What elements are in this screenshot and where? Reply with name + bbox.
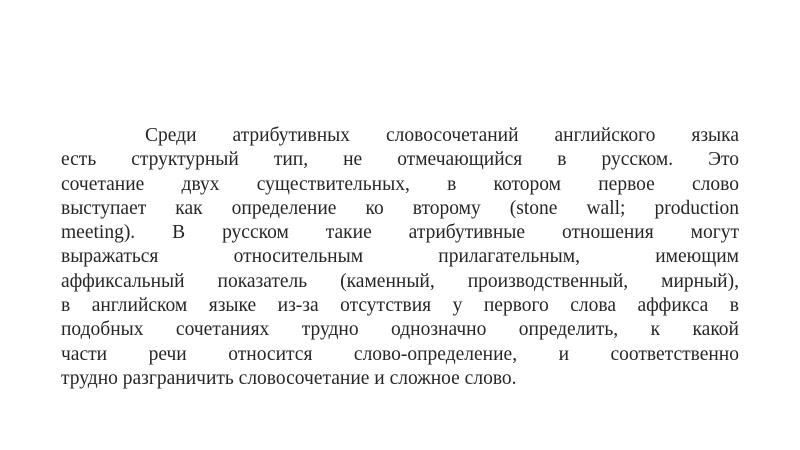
paragraph-line-2: есть структурный тип, не отмечающийся в русском. Это — [61, 149, 739, 171]
paragraph-line-3: сочетание двух существительных, в котором первое слово — [61, 173, 739, 195]
text-paragraph — [61, 124, 739, 391]
paragraph-line-11: трудно разграничить словосочетание и сложное слово. — [61, 367, 517, 389]
paragraph-line-7: аффиксальный показатель (каменный, производственный, мирный), — [61, 270, 739, 292]
paragraph-line-4: выступает как определение ко второму (stone wall; production — [61, 197, 739, 219]
paragraph-line-5: meeting). В русском такие атрибутивные отношения могут — [61, 222, 739, 244]
paragraph-line-9: подобных сочетаниях трудно однозначно определить, к какой — [61, 319, 739, 341]
paragraph-line-10: части речи относится слово-определение, и соответственно — [61, 343, 739, 365]
paragraph-line-8: в английском языке из-за отсутствия у первого слова аффикса в — [61, 295, 739, 317]
paragraph-line-6: выражаться относительным прилагательным, имеющим — [61, 246, 739, 268]
paragraph-line-1: Среди атрибутивных словосочетаний английского языка — [145, 125, 739, 146]
